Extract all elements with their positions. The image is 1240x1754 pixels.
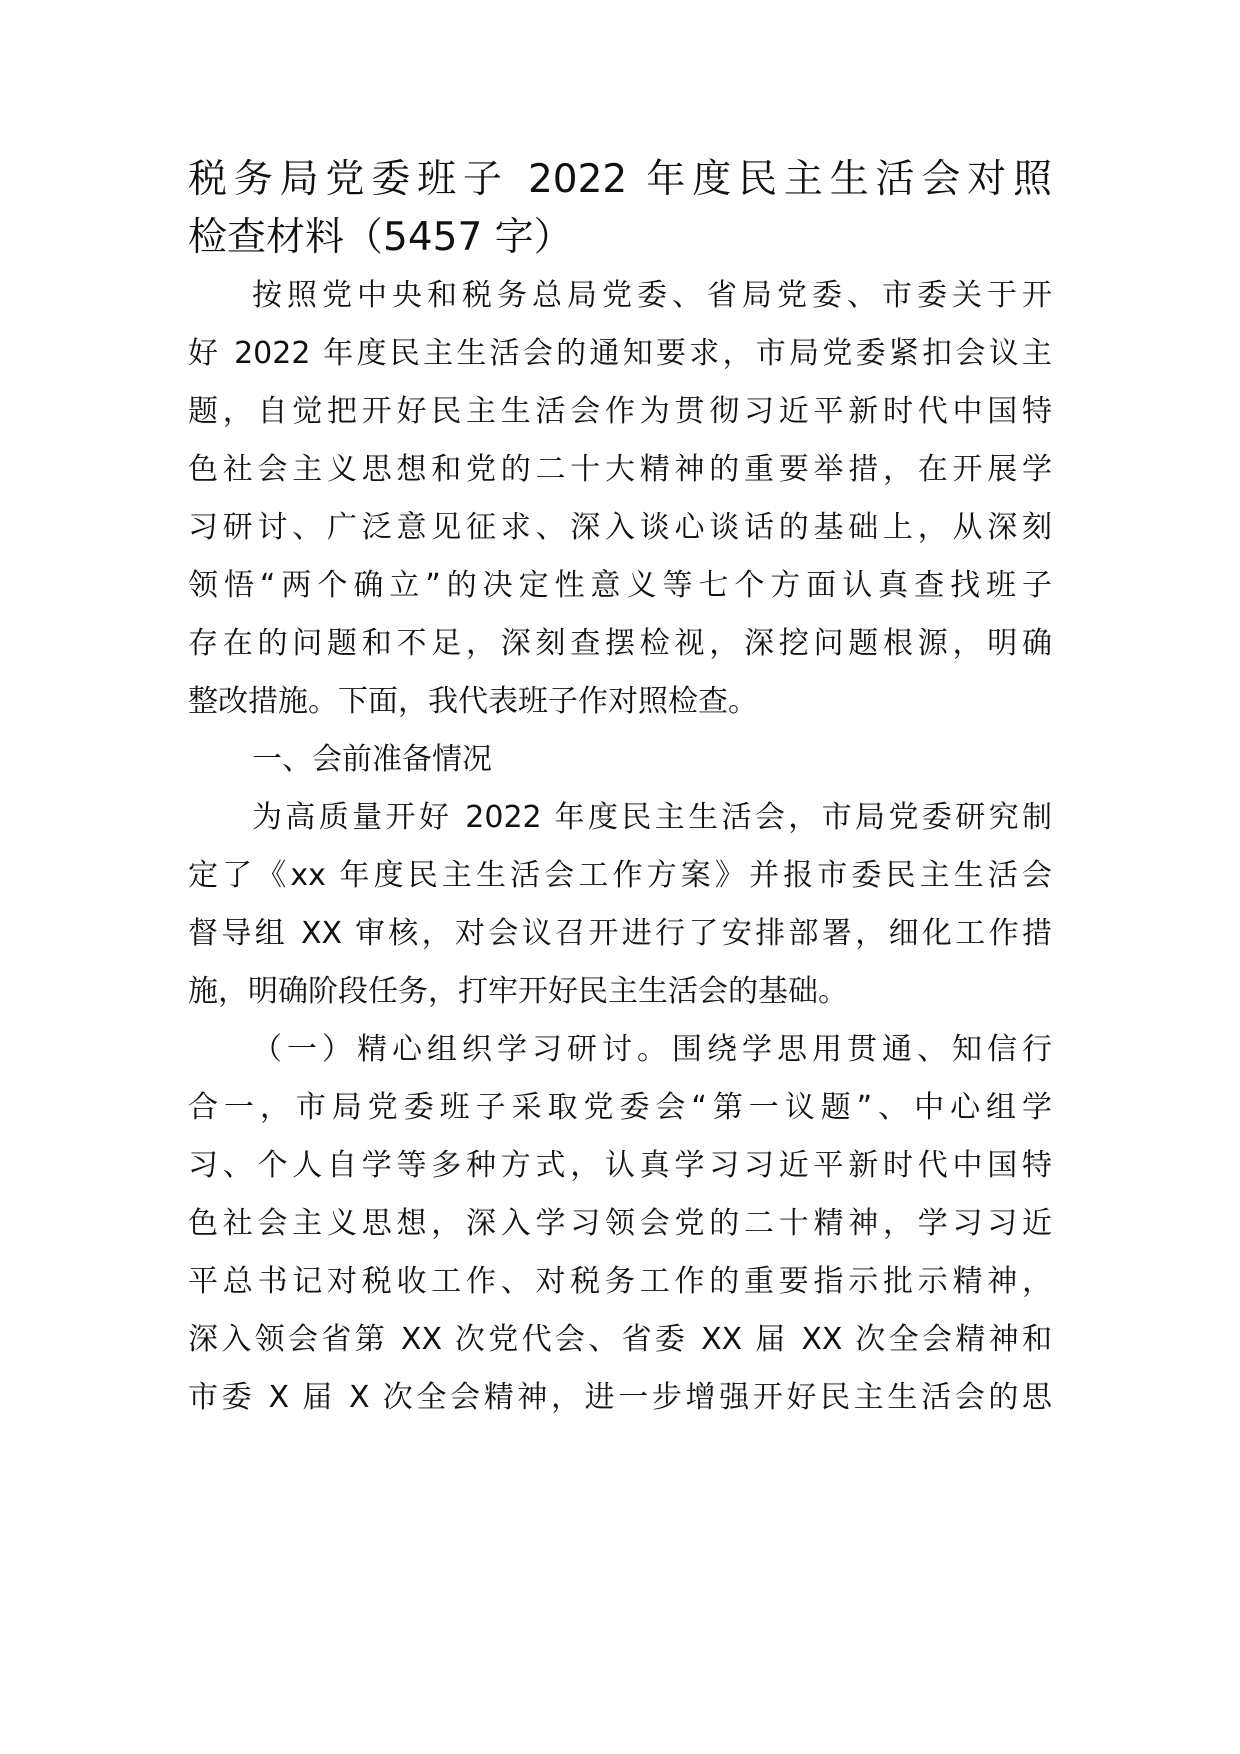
document-page bbox=[188, 0, 1052, 1427]
text-line: 题，自觉把开好民主生活会作为贯彻习近平新时代中国特 bbox=[188, 394, 1052, 429]
text-line: 平总书记对税收工作、对税务工作的重要指示批示精神， bbox=[188, 1264, 1052, 1299]
text-line: 存在的问题和不足，深刻查摆检视，深挖问题根源，明确 bbox=[188, 626, 1052, 661]
paragraph-study bbox=[188, 1021, 1052, 1427]
text-line: 色社会主义思想和党的二十大精神的重要举措，在开展学 bbox=[188, 452, 1052, 487]
text-line: 习研讨、广泛意见征求、深入谈心谈话的基础上，从深刻 bbox=[188, 510, 1052, 545]
text-line: 市委 X 届 X 次全会精神，进一步增强开好民主生活会的思 bbox=[188, 1380, 1052, 1415]
text-line: 领悟“两个确立”的决定性意义等七个方面认真查找班子 bbox=[188, 568, 1052, 603]
text-line: 深入领会省第 XX 次党代会、省委 XX 届 XX 次全会精神和 bbox=[188, 1322, 1052, 1357]
document-title-line: 税务局党委班子 2022 年度民主生活会对照 bbox=[188, 157, 1052, 202]
text-line: 为高质量开好 2022 年度民主生活会，市局党委研究制 bbox=[252, 800, 1052, 835]
text-line: 定了《xx 年度民主生活会工作方案》并报市委民主生活会 bbox=[188, 858, 1052, 893]
document-title-line: 检查材料（5457 字） bbox=[188, 215, 573, 260]
text-line: 整改措施。下面，我代表班子作对照检查。 bbox=[188, 684, 758, 719]
text-line: 合一，市局党委班子采取党委会“第一议题”、中心组学 bbox=[188, 1090, 1052, 1125]
paragraph-preparation bbox=[188, 789, 1052, 1021]
text-line: 好 2022 年度民主生活会的通知要求，市局党委紧扣会议主 bbox=[188, 336, 1052, 371]
text-line: 督导组 XX 审核，对会议召开进行了安排部署，细化工作措 bbox=[188, 916, 1052, 951]
text-line: （一）精心组织学习研讨。围绕学思用贯通、知信行 bbox=[252, 1032, 1052, 1067]
section-heading: 一、会前准备情况 bbox=[252, 742, 492, 777]
text-line: 施，明确阶段任务，打牢开好民主生活会的基础。 bbox=[188, 974, 848, 1009]
text-line: 色社会主义思想，深入学习领会党的二十精神，学习习近 bbox=[188, 1206, 1052, 1241]
text-line: 习、个人自学等多种方式，认真学习习近平新时代中国特 bbox=[188, 1148, 1052, 1183]
text-line: 按照党中央和税务总局党委、省局党委、市委关于开 bbox=[252, 278, 1052, 313]
paragraph-intro bbox=[188, 267, 1052, 731]
